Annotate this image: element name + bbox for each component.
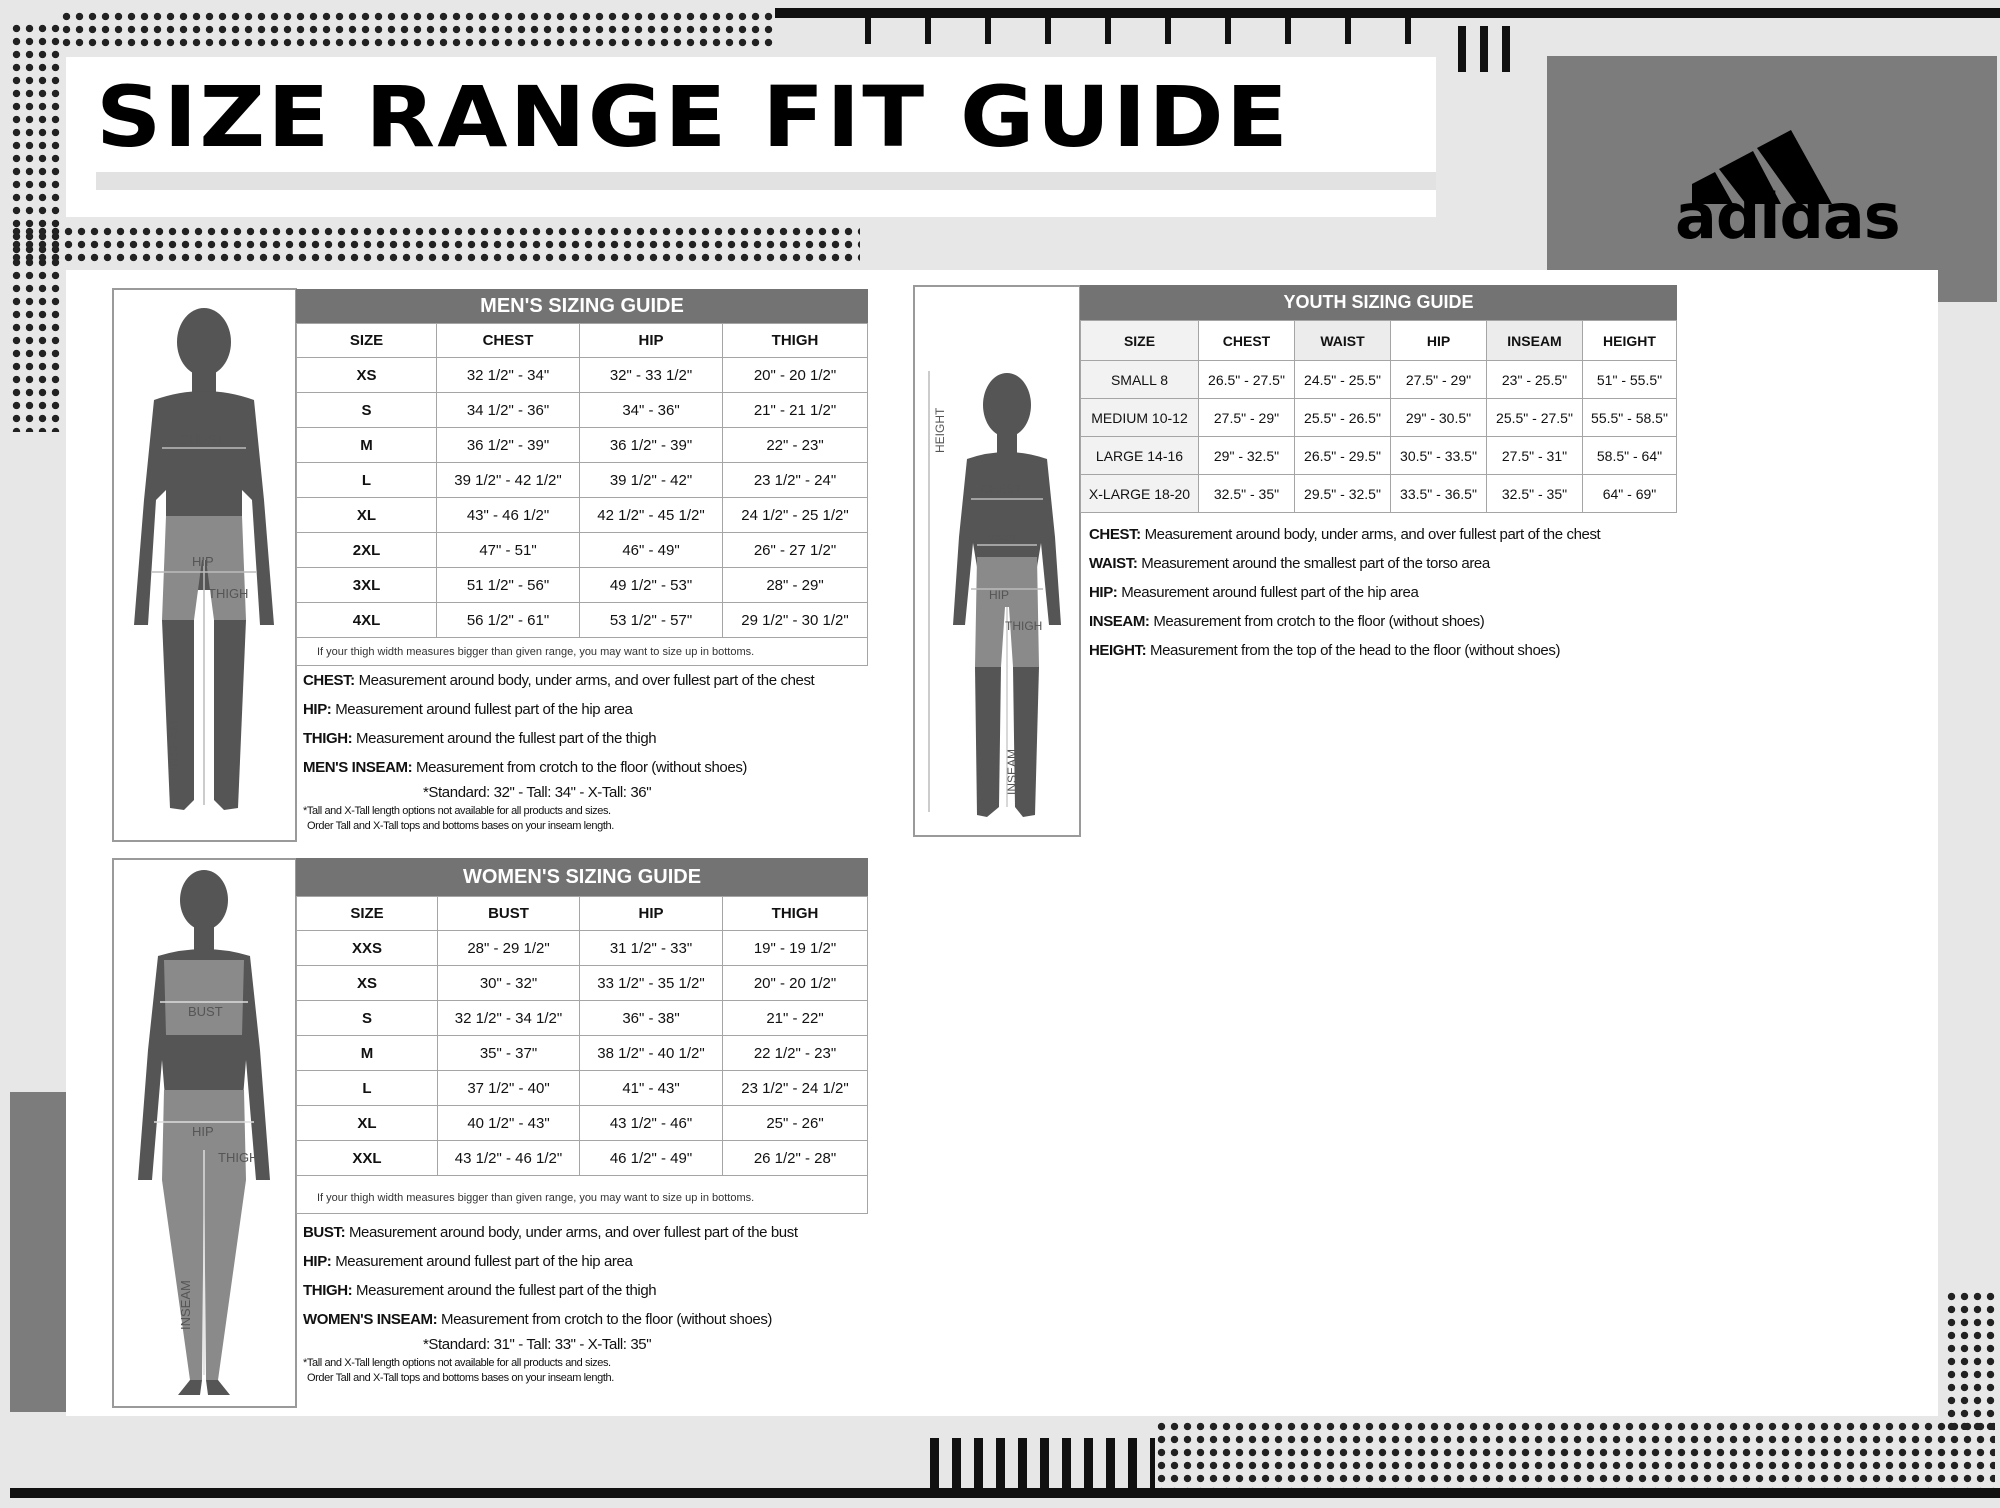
mens-cell-hip: 53 1/2" - 57" bbox=[580, 603, 723, 638]
womens-cell-hip: 38 1/2" - 40 1/2" bbox=[580, 1036, 723, 1071]
womens-hip-label: HIP bbox=[192, 1124, 214, 1139]
mens-cell-hip: 32" - 33 1/2" bbox=[580, 358, 723, 393]
youth-height-label: HEIGHT bbox=[933, 407, 947, 453]
youth-cell-inseam: 32.5" - 35" bbox=[1487, 475, 1583, 513]
womens-cell-size: M bbox=[297, 1036, 438, 1071]
womens-figure-panel bbox=[112, 858, 297, 1408]
youth-cell-hip: 30.5" - 33.5" bbox=[1391, 437, 1487, 475]
mens-cell-hip: 34" - 36" bbox=[580, 393, 723, 428]
youth-cell-inseam: 27.5" - 31" bbox=[1487, 437, 1583, 475]
womens-table-row bbox=[297, 1001, 868, 1036]
youth-col-height: HEIGHT bbox=[1583, 321, 1677, 361]
womens-definitions bbox=[303, 1218, 878, 1386]
mens-sizing-section bbox=[296, 289, 868, 666]
womens-cell-thigh: 23 1/2" - 24 1/2" bbox=[723, 1071, 868, 1106]
womens-cell-bust: 40 1/2" - 43" bbox=[438, 1106, 580, 1141]
mens-cell-hip: 46" - 49" bbox=[580, 533, 723, 568]
womens-table-row bbox=[297, 1036, 868, 1071]
womens-cell-thigh: 22 1/2" - 23" bbox=[723, 1036, 868, 1071]
decor-dots-bottom bbox=[1155, 1420, 1995, 1498]
womens-cell-hip: 33 1/2" - 35 1/2" bbox=[580, 966, 723, 1001]
mens-cell-size: L bbox=[297, 463, 437, 498]
mens-cell-size: 2XL bbox=[297, 533, 437, 568]
mens-table-row bbox=[297, 533, 868, 568]
youth-def-chest: CHEST: Measurement around body, under arms, and over fullest part of the chest bbox=[1089, 526, 1601, 543]
brand-name: adidas bbox=[1675, 180, 1900, 253]
youth-cell-waist: 24.5" - 25.5" bbox=[1295, 361, 1391, 399]
youth-hip-label: HIP bbox=[989, 588, 1010, 602]
youth-size-table bbox=[1080, 320, 1677, 513]
mens-cell-thigh: 20" - 20 1/2" bbox=[723, 358, 868, 393]
mens-cell-chest: 34 1/2" - 36" bbox=[437, 393, 580, 428]
womens-cell-hip: 41" - 43" bbox=[580, 1071, 723, 1106]
youth-table-row bbox=[1081, 475, 1677, 513]
womens-cell-size: XXL bbox=[297, 1141, 438, 1176]
youth-sizing-section bbox=[1080, 285, 1677, 513]
womens-cell-bust: 43 1/2" - 46 1/2" bbox=[438, 1141, 580, 1176]
youth-chest-label: CHEST bbox=[981, 482, 1022, 496]
mens-tall-note-2: Order Tall and X-Tall tops and bottoms bases on your inseam length. bbox=[307, 820, 614, 832]
decor-gray-block-left bbox=[10, 1092, 68, 1412]
womens-cell-thigh: 21" - 22" bbox=[723, 1001, 868, 1036]
womens-col-hip: HIP bbox=[580, 897, 723, 931]
womens-cell-thigh: 25" - 26" bbox=[723, 1106, 868, 1141]
youth-cell-chest: 32.5" - 35" bbox=[1199, 475, 1295, 513]
mens-table-row bbox=[297, 428, 868, 463]
mens-cell-hip: 36 1/2" - 39" bbox=[580, 428, 723, 463]
page-title: SIZE RANGE FIT GUIDE bbox=[96, 68, 1290, 166]
decor-dots-mid bbox=[10, 225, 860, 265]
mens-cell-thigh: 24 1/2" - 25 1/2" bbox=[723, 498, 868, 533]
womens-cell-bust: 32 1/2" - 34 1/2" bbox=[438, 1001, 580, 1036]
mens-cell-size: XS bbox=[297, 358, 437, 393]
youth-cell-size: X-LARGE 18-20 bbox=[1081, 475, 1199, 513]
mens-cell-thigh: 29 1/2" - 30 1/2" bbox=[723, 603, 868, 638]
decor-ticks-top-right bbox=[1458, 26, 1518, 72]
womens-cell-size: S bbox=[297, 1001, 438, 1036]
youth-table-row bbox=[1081, 361, 1677, 399]
youth-cell-waist: 26.5" - 29.5" bbox=[1295, 437, 1391, 475]
mens-hip-label: HIP bbox=[192, 554, 214, 569]
mens-table-row bbox=[297, 393, 868, 428]
womens-table-row bbox=[297, 966, 868, 1001]
youth-cell-waist: 29.5" - 32.5" bbox=[1295, 475, 1391, 513]
youth-col-chest: CHEST bbox=[1199, 321, 1295, 361]
youth-col-inseam: INSEAM bbox=[1487, 321, 1583, 361]
womens-footnote: If your thigh width measures bigger than given range, you may want to size up in bottoms. bbox=[296, 1176, 868, 1214]
mens-cell-hip: 49 1/2" - 53" bbox=[580, 568, 723, 603]
youth-cell-height: 58.5" - 64" bbox=[1583, 437, 1677, 475]
youth-table-row bbox=[1081, 399, 1677, 437]
mens-cell-thigh: 23 1/2" - 24" bbox=[723, 463, 868, 498]
youth-cell-chest: 27.5" - 29" bbox=[1199, 399, 1295, 437]
mens-section-title: MEN'S SIZING GUIDE bbox=[296, 289, 868, 323]
youth-def-inseam: INSEAM: Measurement from crotch to the floor (without shoes) bbox=[1089, 613, 1485, 630]
womens-cell-hip: 46 1/2" - 49" bbox=[580, 1141, 723, 1176]
mens-cell-size: XL bbox=[297, 498, 437, 533]
womens-cell-size: XL bbox=[297, 1106, 438, 1141]
youth-col-hip: HIP bbox=[1391, 321, 1487, 361]
youth-cell-hip: 27.5" - 29" bbox=[1391, 361, 1487, 399]
mens-table-row bbox=[297, 358, 868, 393]
womens-col-bust: BUST bbox=[438, 897, 580, 931]
youth-table-row bbox=[1081, 437, 1677, 475]
womens-sizing-section bbox=[296, 858, 868, 1214]
adidas-logo-icon bbox=[1547, 56, 1997, 302]
womens-table-row bbox=[297, 1141, 868, 1176]
womens-col-thigh: THIGH bbox=[723, 897, 868, 931]
womens-cell-thigh: 26 1/2" - 28" bbox=[723, 1141, 868, 1176]
womens-cell-size: XS bbox=[297, 966, 438, 1001]
mens-cell-size: 3XL bbox=[297, 568, 437, 603]
decor-ticks-top bbox=[865, 18, 1465, 44]
womens-def-bust: BUST: Measurement around body, under arms, and over fullest part of the bust bbox=[303, 1224, 798, 1241]
youth-cell-height: 51" - 55.5" bbox=[1583, 361, 1677, 399]
youth-def-hip: HIP: Measurement around fullest part of the hip area bbox=[1089, 584, 1419, 601]
mens-table-row bbox=[297, 568, 868, 603]
mens-col-chest: CHEST bbox=[437, 324, 580, 358]
mens-cell-chest: 36 1/2" - 39" bbox=[437, 428, 580, 463]
mens-footnote: If your thigh width measures bigger than given range, you may want to size up in bottoms. bbox=[296, 638, 868, 666]
mens-size-table bbox=[296, 323, 868, 638]
mens-cell-chest: 32 1/2" - 34" bbox=[437, 358, 580, 393]
mens-cell-size: 4XL bbox=[297, 603, 437, 638]
womens-def-thigh: THIGH: Measurement around the fullest part of the thigh bbox=[303, 1282, 657, 1299]
youth-col-waist: WAIST bbox=[1295, 321, 1391, 361]
decor-bar-bottom bbox=[10, 1488, 2000, 1498]
youth-cell-size: MEDIUM 10-12 bbox=[1081, 399, 1199, 437]
mens-chest-label: CHEST bbox=[180, 432, 225, 447]
womens-table-row bbox=[297, 1071, 868, 1106]
mens-table-row bbox=[297, 463, 868, 498]
mens-cell-size: S bbox=[297, 393, 437, 428]
decor-bar-top bbox=[775, 8, 2000, 18]
mens-def-chest: CHEST: Measurement around body, under arms, and over fullest part of the chest bbox=[303, 672, 815, 689]
mens-cell-chest: 47" - 51" bbox=[437, 533, 580, 568]
youth-cell-waist: 25.5" - 26.5" bbox=[1295, 399, 1391, 437]
womens-table-row bbox=[297, 931, 868, 966]
decor-dots-right bbox=[1945, 1290, 1997, 1430]
youth-def-waist: WAIST: Measurement around the smallest part of the torso area bbox=[1089, 555, 1490, 572]
youth-cell-chest: 29" - 32.5" bbox=[1199, 437, 1295, 475]
youth-cell-size: SMALL 8 bbox=[1081, 361, 1199, 399]
mens-def-hip: HIP: Measurement around fullest part of the hip area bbox=[303, 701, 633, 718]
mens-col-size: SIZE bbox=[297, 324, 437, 358]
womens-section-title: WOMEN'S SIZING GUIDE bbox=[296, 858, 868, 896]
mens-cell-thigh: 22" - 23" bbox=[723, 428, 868, 463]
womens-tall-note-2: Order Tall and X-Tall tops and bottoms bases on your inseam length. bbox=[307, 1372, 614, 1384]
youth-inseam-label: INSEAM bbox=[1005, 748, 1019, 795]
youth-cell-inseam: 25.5" - 27.5" bbox=[1487, 399, 1583, 437]
womens-inseam-standard: *Standard: 31" - Tall: 33" - X-Tall: 35" bbox=[423, 1336, 652, 1353]
womens-inseam-label: INSEAM bbox=[178, 1280, 193, 1330]
womens-cell-hip: 31 1/2" - 33" bbox=[580, 931, 723, 966]
womens-cell-bust: 37 1/2" - 40" bbox=[438, 1071, 580, 1106]
womens-cell-thigh: 20" - 20 1/2" bbox=[723, 966, 868, 1001]
mens-def-thigh: THIGH: Measurement around the fullest part of the thigh bbox=[303, 730, 657, 747]
mens-col-thigh: THIGH bbox=[723, 324, 868, 358]
mens-cell-thigh: 28" - 29" bbox=[723, 568, 868, 603]
mens-inseam-label: INSEAM bbox=[166, 720, 181, 770]
logo-panel bbox=[1547, 56, 1997, 302]
mens-cell-chest: 43" - 46 1/2" bbox=[437, 498, 580, 533]
mens-cell-thigh: 21" - 21 1/2" bbox=[723, 393, 868, 428]
youth-figure-icon bbox=[915, 287, 1079, 835]
womens-cell-bust: 35" - 37" bbox=[438, 1036, 580, 1071]
mens-def-inseam: MEN'S INSEAM: Measurement from crotch to the floor (without shoes) bbox=[303, 759, 748, 776]
womens-cell-size: L bbox=[297, 1071, 438, 1106]
womens-cell-hip: 36" - 38" bbox=[580, 1001, 723, 1036]
womens-thigh-label: THIGH bbox=[218, 1150, 259, 1165]
youth-cell-height: 55.5" - 58.5" bbox=[1583, 399, 1677, 437]
youth-def-height: HEIGHT: Measurement from the top of the head to the floor (without shoes) bbox=[1089, 642, 1561, 659]
womens-size-table bbox=[296, 896, 868, 1176]
mens-definitions bbox=[303, 666, 878, 834]
mens-cell-hip: 39 1/2" - 42" bbox=[580, 463, 723, 498]
decor-dots-top bbox=[60, 10, 775, 50]
youth-cell-hip: 33.5" - 36.5" bbox=[1391, 475, 1487, 513]
youth-cell-height: 64" - 69" bbox=[1583, 475, 1677, 513]
womens-col-size: SIZE bbox=[297, 897, 438, 931]
womens-cell-size: XXS bbox=[297, 931, 438, 966]
youth-figure-panel bbox=[913, 285, 1081, 837]
youth-cell-chest: 26.5" - 27.5" bbox=[1199, 361, 1295, 399]
mens-table-row bbox=[297, 603, 868, 638]
mens-cell-thigh: 26" - 27 1/2" bbox=[723, 533, 868, 568]
womens-cell-bust: 28" - 29 1/2" bbox=[438, 931, 580, 966]
womens-cell-hip: 43 1/2" - 46" bbox=[580, 1106, 723, 1141]
mens-cell-chest: 56 1/2" - 61" bbox=[437, 603, 580, 638]
womens-tall-note-1: *Tall and X-Tall length options not available for all products and sizes. bbox=[303, 1357, 611, 1369]
mens-cell-chest: 39 1/2" - 42 1/2" bbox=[437, 463, 580, 498]
mens-figure-panel bbox=[112, 288, 297, 842]
mens-inseam-standard: *Standard: 32" - Tall: 34" - X-Tall: 36" bbox=[423, 784, 652, 801]
mens-table-row bbox=[297, 498, 868, 533]
youth-section-title: YOUTH SIZING GUIDE bbox=[1080, 285, 1677, 320]
womens-cell-thigh: 19" - 19 1/2" bbox=[723, 931, 868, 966]
mens-cell-size: M bbox=[297, 428, 437, 463]
youth-col-size: SIZE bbox=[1081, 321, 1199, 361]
mens-cell-chest: 51 1/2" - 56" bbox=[437, 568, 580, 603]
mens-col-hip: HIP bbox=[580, 324, 723, 358]
womens-def-hip: HIP: Measurement around fullest part of the hip area bbox=[303, 1253, 633, 1270]
youth-cell-hip: 29" - 30.5" bbox=[1391, 399, 1487, 437]
youth-waist-label: WAIST bbox=[989, 533, 1018, 543]
womens-def-inseam: WOMEN'S INSEAM: Measurement from crotch to the floor (without shoes) bbox=[303, 1311, 773, 1328]
youth-cell-size: LARGE 14-16 bbox=[1081, 437, 1199, 475]
youth-cell-inseam: 23" - 25.5" bbox=[1487, 361, 1583, 399]
youth-thigh-label: THIGH bbox=[1005, 619, 1043, 633]
decor-ticks-bottom bbox=[930, 1438, 1155, 1488]
title-strip bbox=[96, 172, 1436, 190]
womens-bust-label: BUST bbox=[188, 1004, 223, 1019]
mens-tall-note-1: *Tall and X-Tall length options not available for all products and sizes. bbox=[303, 805, 611, 817]
womens-table-row bbox=[297, 1106, 868, 1141]
youth-definitions bbox=[1089, 520, 1729, 665]
mens-cell-hip: 42 1/2" - 45 1/2" bbox=[580, 498, 723, 533]
mens-thigh-label: THIGH bbox=[208, 586, 249, 601]
womens-cell-bust: 30" - 32" bbox=[438, 966, 580, 1001]
